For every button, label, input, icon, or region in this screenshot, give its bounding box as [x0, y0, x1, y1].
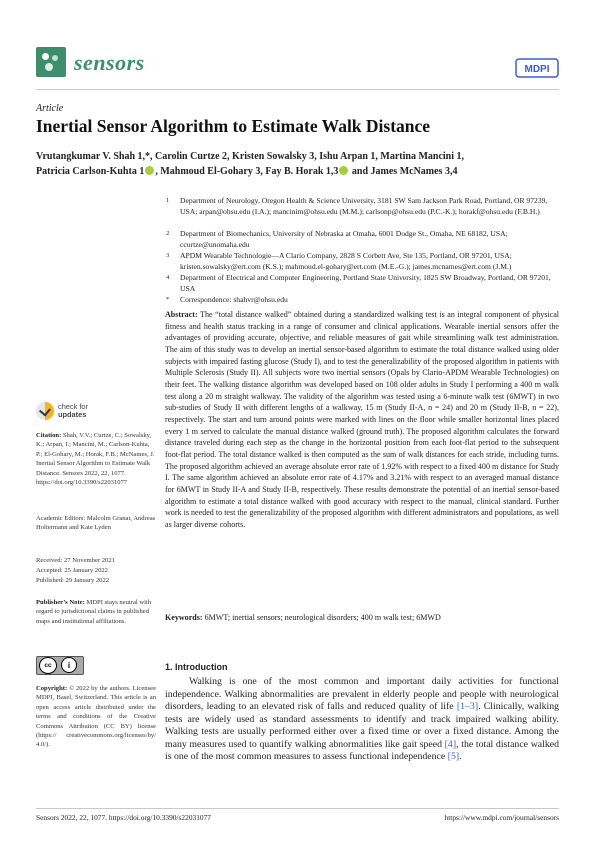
authors-line-1: Vrutangkumar V. Shah 1,*, Carolin Curtze 2, Kristen Sowalsky 3, Ishu Arpan 1, Martina Mancini 1, [36, 151, 465, 162]
received-date: Received: 27 November 2021 [36, 557, 115, 564]
citation: Citation: Shah, V.V.; Curtze, C.; Sowalsky, K.; Arpan, I.; Mancini, M.; Carlson-Kuhta, P.; El-Gohary, M.; Horak, F.B.; McNames, J. Inertial Sensor Algorithm to Estimate Walk Distance. Sensors 2022, 22, 1077. https://doi.org/10.3390/s22031077 [36, 432, 155, 487]
journal-logo-icon [36, 47, 66, 77]
journal-name: sensors [74, 50, 145, 75]
affiliation-4: 4 Department of Electrical and Computer Engineering, Portland State University, 1825 SW Broadway, Portland, OR 97201, USA [166, 273, 551, 293]
cc-by-license-icon[interactable]: cc i [36, 656, 84, 675]
header-rule [36, 89, 559, 90]
author-carlson-kuhta: Patricia Carlson-Kuhta 1 [36, 166, 145, 177]
orcid-icon[interactable] [145, 166, 154, 175]
footer-citation: Sensors 2022, 22, 1077. https://doi.org/10.3390/s22031077 [36, 813, 211, 822]
article-title: Inertial Sensor Algorithm to Estimate Walk Distance [36, 116, 431, 136]
reference-link[interactable]: [1–3] [456, 701, 479, 712]
abstract-text: The “total distance walked” obtained during a standardized walking test is an integral component of physical fitness and health status tracking in a range of consumer and clinical applications. Wearable inertial sensors offer the advantages of providing accurate, objective, and reliable measures of gait while streamlining walk test administration. The aim of this study was to develop an inertial sensor-based algorithm to estimate the total distance walked using older subjects with impaired fasting glucose (Study I), and to test the generalizability of the proposed algorithm in patients with Multiple Sclerosis (Study II). All subjects wore two inertial sensors (Opals by Clario-APDM Wearable Technologies) on their feet. The walking distance algorithm was developed based on 108 older adults in Study I performing a 400 m walk test along a 20 m straight walkway. The validity of the algorithm was tested using a 6-minute walk test (6MWT) in two sub-studies of Study II with different lengths of a walkway, 15 m (Study II-A, n = 24) and 20 m (Study II-B, n = 22), respectively. The start and turn around points were marked with lines on the floor while smaller horizontal lines placed every 1 m served to calculate the manual distance walked (ground truth). The proposed algorithm calculates the forward distance traveled during each step as the change in the horizontal position from each foot-flat period to the subsequent foot-flat period. The total distance walked is then computed as the sum of walk distances for each stride, including turns. The proposed algorithm achieved an average absolute error rate of 1.92% with respect to a fixed 400 m distance for Study I. The same algorithm achieved an absolute error rate of 4.17% and 3.21% with respect to an averaged manual distance for 6MWT in Study II-A and Study II-B, respectively. These results demonstrate the potential of an inertial sensor-based algorithm to estimate a total distance walked with good accuracy with respect to the manual, clinical standard. Further work is needed to test the generalizability of the proposed algorithm with different administrators and populations, as well as larger diverse cohorts. [165, 310, 559, 530]
correspondence: * Correspondence: shahvr@ohsu.edu [166, 295, 288, 304]
authors-line-2 [36, 164, 457, 179]
publisher-note: Publisher’s Note: MDPI stays neutral with regard to jurisdictional claims in published maps and institutional affiliations. [36, 599, 152, 625]
footer-journal-link[interactable]: https://www.mdpi.com/journal/sensors [444, 813, 559, 822]
abstract-label: Abstract: [165, 310, 198, 319]
keywords-text: 6MWT; inertial sensors; neurological disorders; 400 m walk test; 6MWD [204, 613, 441, 622]
check-for-updates-button[interactable]: check for updates [36, 402, 156, 426]
copyright: Copyright: © 2022 by the authors. Licensee MDPI, Basel, Switzerland. This article is an open access article distributed under the terms and conditions of the Creative Commons Attribution (CC BY) license (https:// creativecommons.org/licenses/by/ 4.0/). [36, 685, 156, 749]
reference-link[interactable]: [5] [447, 751, 460, 762]
section-heading-introduction: 1. Introduction [165, 662, 228, 672]
keywords [165, 612, 559, 624]
introduction-paragraph: Walking is one of the most common and important daily activities for functional independence. Walking abnormalities are prevalent in elderly people and people with neurological disorders, leading to an elevated risk of falls and reduced quality of life [1–3]. Clinically, walking tests are widely used as standard assessments to identify and track impaired walking ability. Walking tests are usually performed either over a fixed time or over a fixed distance. Among the many measures used to quantify walking abnormalities like gait speed [4], the total distance walked is one of the most common measures to assess functional independence [5]. [165, 676, 559, 762]
authors-middle: , Mahmoud El-Gohary 3, Fay B. Horak 1,3 [155, 166, 339, 177]
abstract [165, 309, 559, 531]
accepted-date: Accepted: 25 January 2022 [36, 567, 108, 574]
reference-link[interactable]: [4] [444, 738, 457, 750]
article-type: Article [36, 103, 64, 114]
published-date: Published: 29 January 2022 [36, 577, 110, 584]
affiliation-1: 1 Department of Neurology, Oregon Health & Science University, 3181 SW Sam Jackson Park Road, Portland, OR 97239, USA; arpan@ohsu.edu (I.A.); mancinim@ohsu.edu (M.M.); carlsonp@ohsu.edu (P.C.-K.); horakf@ohsu.edu (F.B.H.) [166, 196, 548, 216]
mdpi-logo-icon [515, 58, 559, 78]
affiliation-3: 3 APDM Wearable Technologie—A Clario Company, 2828 S Corbett Ave, Ste 135, Portland, OR 97201, USA; kristen.sowalsky@ert.com (K.S.); mahmoud.el-gohary@ert.com (M.E.-G.); james.mcnames@ert.com (J.M.) [166, 251, 512, 271]
mdpi-logo-text: MDPI [524, 64, 550, 75]
check-updates-icon [36, 402, 54, 420]
footer-rule [36, 808, 559, 809]
affiliation-2: 2 Department of Biomechanics, University of Nebraska at Omaha, 6001 Dodge St., Omaha, NE 68182, USA; ccurtze@unomaha.edu [166, 229, 508, 249]
authors-end: and James McNames 3,4 [349, 166, 458, 177]
academic-editors: Academic Editors: Malcolm Granat, Andreas Holtermann and Kate Lyden [36, 515, 156, 532]
keywords-label: Keywords: [165, 613, 203, 622]
orcid-icon[interactable] [339, 166, 348, 175]
